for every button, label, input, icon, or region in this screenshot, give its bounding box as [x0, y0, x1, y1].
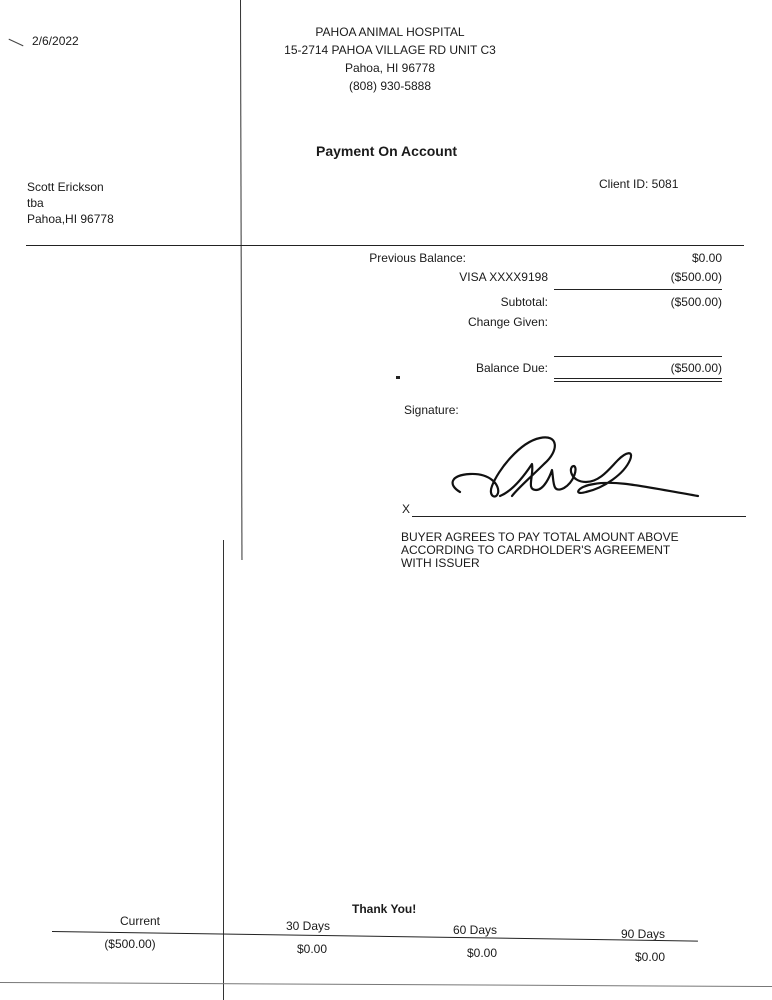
payment-value: ($500.00)	[670, 270, 722, 284]
aging-90-value: $0.00	[634, 950, 666, 964]
balance-due-label: Balance Due:	[475, 361, 548, 375]
client-city: Pahoa,HI 96778	[27, 212, 114, 226]
balance-double-underline-2	[554, 381, 722, 382]
previous-balance-label: Previous Balance:	[369, 251, 466, 265]
aging-60-value: $0.00	[466, 946, 498, 960]
clinic-street: 15-2714 PAHOA VILLAGE RD UNIT C3	[284, 43, 496, 57]
thank-you-text: Thank You!	[352, 902, 417, 916]
cardholder-agreement	[401, 531, 679, 570]
signature-label: Signature:	[404, 403, 459, 417]
client-id: Client ID: 5081	[599, 177, 679, 191]
aging-90-label: 90 Days	[620, 927, 666, 941]
payment-method-label: VISA XXXX9198	[459, 270, 548, 284]
balance-due-value: ($500.00)	[670, 361, 722, 375]
client-name: Scott Erickson	[27, 180, 104, 194]
client-line2: tba	[27, 196, 44, 210]
change-underline	[554, 356, 722, 357]
aging-30-value: $0.00	[296, 942, 328, 956]
change-given-label: Change Given:	[467, 315, 548, 329]
balance-double-underline-1	[554, 378, 722, 379]
aging-60-label: 60 Days	[452, 923, 498, 937]
subtotal-value: ($500.00)	[670, 295, 722, 309]
payment-underline	[554, 289, 722, 290]
clinic-header	[250, 23, 530, 95]
page-title: Payment On Account	[316, 143, 458, 159]
document-date: 2/6/2022	[32, 34, 79, 48]
agreement-line-1: BUYER AGREES TO PAY TOTAL AMOUNT ABOVE	[401, 530, 679, 544]
clinic-phone: (808) 930-5888	[348, 79, 432, 93]
bottom-scan-edge	[0, 982, 772, 987]
scan-fold-line-lower	[223, 540, 224, 1000]
agreement-line-3: WITH ISSUER	[401, 556, 480, 570]
scan-dot	[396, 376, 400, 379]
client-address	[27, 179, 114, 227]
scan-mark	[9, 39, 24, 47]
aging-current-value: ($500.00)	[104, 937, 156, 951]
agreement-line-2: ACCORDING TO CARDHOLDER'S AGREEMENT	[401, 543, 671, 557]
aging-30-label: 30 Days	[285, 919, 331, 933]
clinic-name: PAHOA ANIMAL HOSPITAL	[315, 25, 465, 39]
aging-current-label: Current	[119, 914, 160, 928]
scan-fold-line-upper	[240, 0, 242, 560]
handwritten-signature	[440, 430, 710, 520]
clinic-city: Pahoa, HI 96778	[344, 61, 436, 75]
subtotal-label: Subtotal:	[500, 295, 548, 309]
header-divider	[26, 245, 744, 246]
signature-line	[412, 516, 746, 517]
previous-balance-value: $0.00	[691, 251, 722, 265]
signature-x-mark: X	[402, 502, 411, 516]
